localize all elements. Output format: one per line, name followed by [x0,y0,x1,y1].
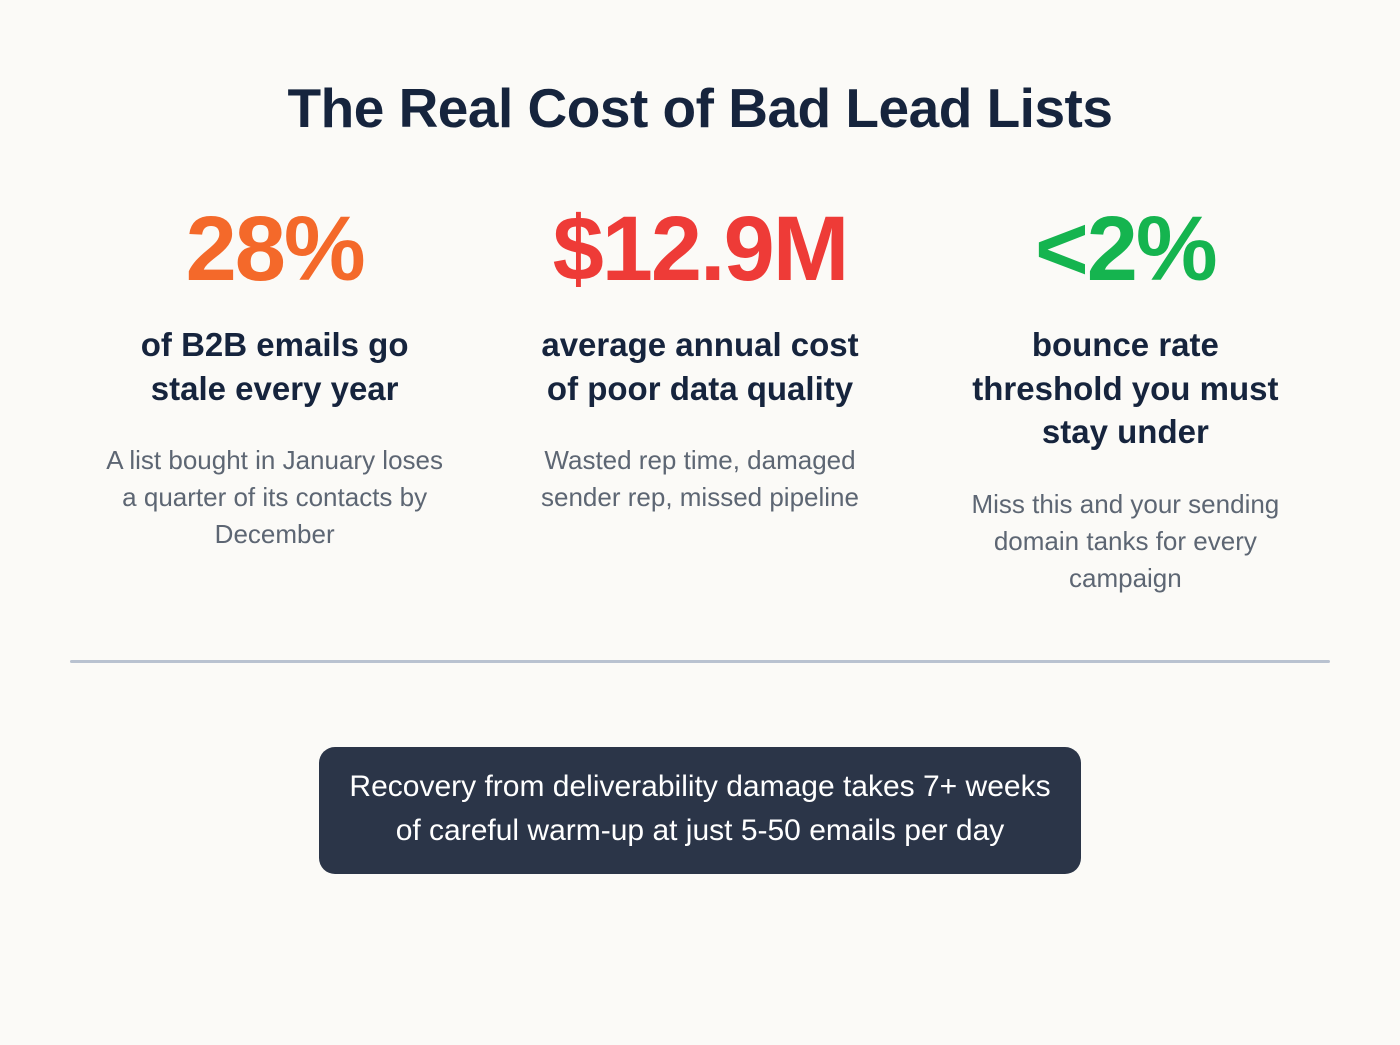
footer-line-2: of careful warm-up at just 5-50 emails per day [395,813,1005,847]
stat-card-1 [62,197,487,553]
footer-line-1: Recovery from deliverability damage takes 7+ weeks [349,770,1051,804]
stat-card-3 [913,197,1338,597]
section-divider [70,660,1330,663]
stat-label-2: average annual cost of poor data quality [541,326,859,407]
footer-banner [319,747,1080,874]
stat-label-3: bounce rate threshold you must stay under [972,326,1279,451]
stat-description-1: A list bought in January loses a quarter of its contacts by December [106,445,444,549]
stat-value-2: $12.9M [552,197,848,300]
stats-row [62,197,1338,597]
stat-description-2: Wasted rep time, damaged sender rep, missed pipeline [541,445,859,513]
footer-banner-wrap [62,747,1338,874]
stat-card-2 [487,197,912,517]
stat-value-3: <2% [1035,197,1216,300]
stat-value-1: 28% [185,197,364,300]
stat-label-1: of B2B emails go stale every year [140,326,409,407]
page-title: The Real Cost of Bad Lead Lists [287,77,1113,139]
stat-description-3: Miss this and your sending domain tanks for every campaign [971,488,1280,593]
